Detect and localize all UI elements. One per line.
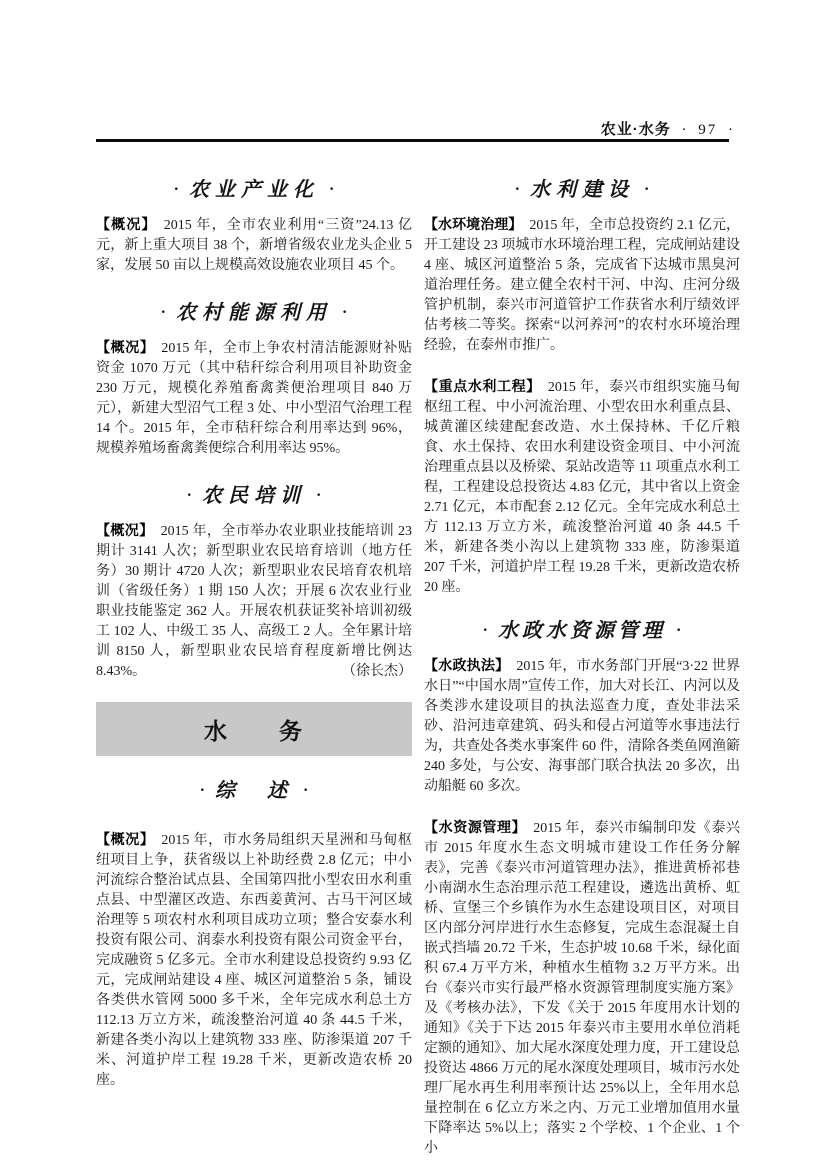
heading-dot-icon: ·: [514, 181, 520, 198]
heading-dot-icon: ·: [329, 181, 335, 198]
water-affairs-banner: [96, 702, 412, 756]
section-heading-farmer-training: · 农民培训 ·: [96, 479, 412, 508]
paragraph-water-enforcement: [424, 655, 740, 797]
banner-title: 水 务: [204, 717, 304, 744]
paragraph-farmer-training-overview: [96, 520, 412, 682]
entry-text: 2015 年，市水务局组织天星洲和马甸枢纽项目上争，获省级以上补助经费 2.8 亿元；中小河流综合整治试点县、全国第四批小型农田水利重点县、中型灌区改造、东西姜黄河、古马干河区域治理等 5 项农村水利项目成功立项；整合安泰水利投资有限公司、润泰水利投资有限公司资金平台，完成融资 5 亿多元。全市水利建设总投资约 9.93 亿元，完成闸站建设 4 座、城区河道整治 5 条，铺设各类供水管网 5000 多千米，全年完成水利总土方 112.13 万立方米，疏浚整治河道 40 条 44.5 千米，新建各类小沟以上建筑物 333 座、防渗渠道 207 千米、河道护岸工程 19.28 千米，更新改造农桥 20 座。: [96, 833, 412, 1088]
heading-dot-icon: ·: [676, 622, 682, 639]
entry-label: 【概况】: [96, 339, 155, 355]
section-heading-water-admin: · 水政水资源管理 ·: [424, 614, 740, 643]
paragraph-water-environment: [424, 214, 740, 356]
header-dot-right: ·: [728, 122, 734, 138]
running-head: [96, 118, 740, 139]
paragraph-key-water-projects: [424, 376, 740, 598]
heading-dot-icon: ·: [186, 487, 192, 504]
entry-text: 2015 年，市水务部门开展“3·22 世界水日”“中国水周”宣传工作，加大对长江、内河以及各类涉水建设项目的执法巡查力度，查处非法采砂、沿河违章建筑、码头和侵占河道等水事违法行为，共查处各类水事案件 60 件，清除各类鱼网渔簖 240 多处，与公安、海事部门联合执法 20 多次，出动船艇 60 多次。: [424, 659, 740, 794]
entry-label: 【水环境治理】: [424, 216, 523, 232]
paragraph-agriculture-overview: [96, 214, 412, 276]
heading-dot-icon: ·: [482, 622, 488, 639]
entry-text: 2015 年，全市上争农村清洁能源财补贴资金 1070 万元（其中秸秆综合利用项目补助资金 230 万元，规模化养殖畜禽粪便治理项目 840 万元），新建大型沼气工程 3 处、中小型沼气治理工程 14 个。2015 年，全市秸秆综合利用率达到 96%，规模养殖场畜禽粪便综合利用率达 95%。: [96, 341, 412, 456]
entry-text: 2015 年，泰兴市组织实施马甸枢纽工程、中小河流治理、小型农田水利重点县、城黄灌区续建配套改造、水土保持林、千亿斤粮食、水土保持、农田水利建设资金项目、中小河流治理重点县以及桥梁、泵站改造等 11 项重点水利工程，工程建设总投资达 4.83 亿元，其中省以上资金 2.71 亿元，本市配套 2.12 亿元。全年完成水利总土方 112.13 万立方米，疏浚整治河道 40 条 44.5 千米，新建各类小沟以上建筑物 333 座，防渗渠道 207 千米，河道护岸工程 19.28 千米，更新改造农桥 20 座。: [424, 380, 741, 595]
byline-author: （徐长杰）: [342, 664, 412, 679]
section-heading-rural-energy: · 农村能源利用 ·: [96, 296, 412, 325]
column-right: [424, 165, 740, 1159]
entry-text: 2015 年，泰兴市编制印发《泰兴市 2015 年度水生态文明城市建设工作任务分解表》，完善《泰兴市河道管理办法》，推进黄桥祁巷小南湖水生态治理示范工程建设，遴选出黄桥、虹桥、宣堡三个乡镇作为水生态建设项目区，对项目区内部分河岸进行水生态修复，完成生态混凝土自嵌式挡墙 20.72 千米，生态护坡 10.68 千米，绿化面积 67.4 万平方米，种植水生植物 3.2 万平方米。出台《泰兴市实行最严格水资源管理制度实施方案》及《考核办法》，下发《关于 2015 年度用水计划的通知》《关于下达 2015 年泰兴市主要用水单位消耗定额的通知》、加大尾水深度处理力度，开工建设总投资达 4866 万元的尾水深度处理项目，城市污水处理厂尾水再生利用率预计达 25%以上，全年用水总量控制在 6 亿立方米之内、万元工业增加值用水量下降率达 5%以上；落实 2 个学校、1 个企业、1 个小: [424, 821, 741, 1156]
heading-dot-icon: ·: [303, 782, 309, 799]
heading-dot-icon: ·: [644, 181, 650, 198]
entry-text: 2015 年，全市举办农业职业技能培训 23 期计 3141 人次；新型职业农民培育培训（地方任务）30 期计 4720 人次；新型职业农民培育农机培训（省级任务）1 期 150 人次；开展 6 次农业行业职业技能鉴定 362 人。开展农机获证奖补培训初级工 102 人、中级工 35 人、高级工 2 人。全年累计培训 8150 人，新型职业农民培育程度新增比例达 8.43%。: [96, 524, 413, 679]
entry-text: 2015 年，全市总投资约 2.1 亿元，开工建设 23 项城市水环境治理工程，完成闸站建设 4 座、城区河道整治 5 条，完成省下达城市黑臭河道治理任务。建立健全农村干河、中沟、庄河分级管护机制，泰兴市河道管护工作获省水利厅绩效评估考核二等奖。探索“以河养河”的农村水环境治理经验，在泰州市推广。: [424, 218, 741, 353]
entry-label: 【水资源管理】: [424, 819, 527, 835]
entry-label: 【概况】: [96, 522, 154, 538]
header-dot-left: ·: [681, 122, 688, 138]
heading-dot-icon: ·: [316, 487, 322, 504]
column-left: [96, 165, 412, 1091]
heading-dot-icon: ·: [160, 304, 166, 321]
entry-label: 【概况】: [96, 216, 157, 232]
paragraph-water-resource-management: [424, 817, 740, 1159]
section-heading-overview: · 综 述 ·: [96, 774, 412, 803]
paragraph-rural-energy-overview: [96, 337, 412, 459]
entry-text: 2015 年，全市农业利用“三资”24.13 亿元，新上重大项目 38 个，新增省级农业龙头企业 5 家，发展 50 亩以上规模高效设施农业项目 45 个。: [96, 218, 413, 273]
heading-dot-icon: ·: [173, 181, 179, 198]
header-section-title: 农业·水务: [600, 121, 671, 138]
section-heading-water-construction: · 水利建设 ·: [424, 173, 740, 202]
entry-label: 【概况】: [96, 831, 155, 847]
paragraph-water-overview: [96, 829, 412, 1091]
entry-label: 【水政执法】: [424, 657, 510, 673]
entry-label: 【重点水利工程】: [424, 378, 541, 394]
header-rule: [96, 139, 729, 142]
header-page-number: 97: [698, 122, 718, 138]
section-heading-agriculture-industrialization: · 农业产业化 ·: [96, 173, 412, 202]
heading-dot-icon: ·: [199, 782, 205, 799]
heading-dot-icon: ·: [342, 304, 348, 321]
